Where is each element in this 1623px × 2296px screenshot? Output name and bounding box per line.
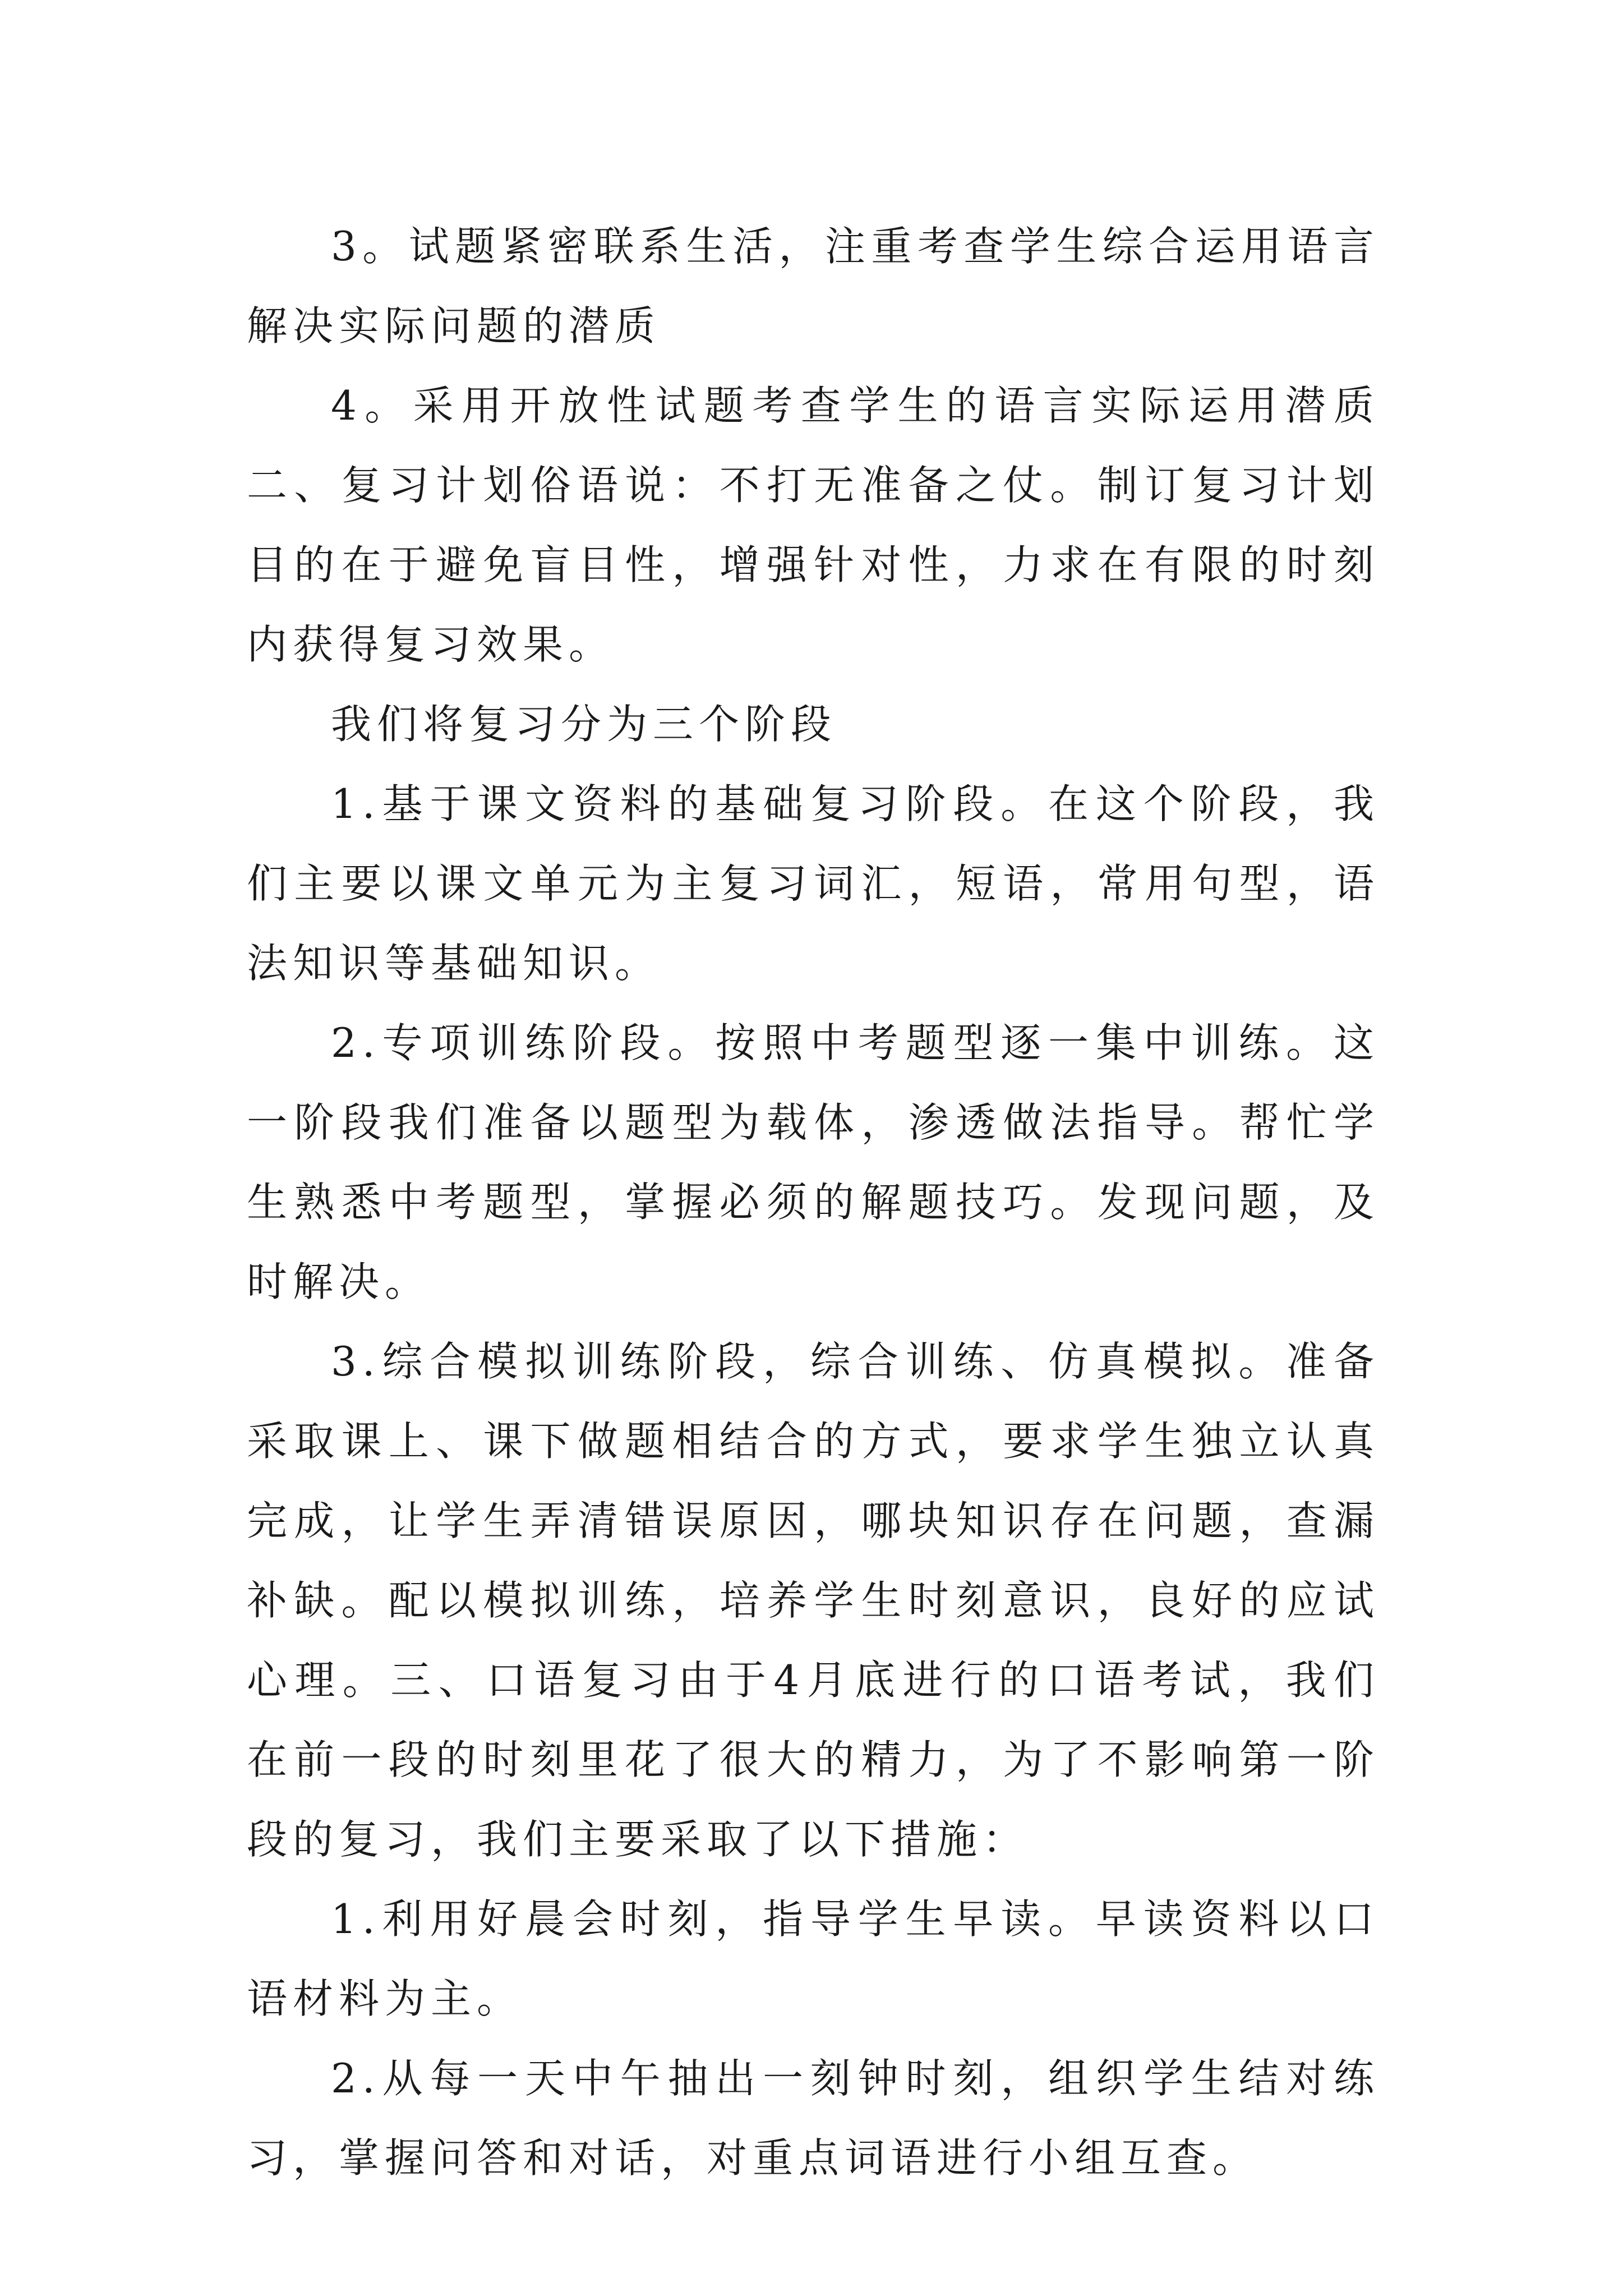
paragraph-three-stages: 我们将复习分为三个阶段 [331, 701, 837, 748]
paragraph-stage-three: 3.综合模拟训练阶段，综合训练、仿真模拟。准备采取课上、课下做题相结合的方式，要求学生独立认真完成，让学生弄清错误原因，哪块知识存在问题，查漏补缺。配以模拟训练，培养学生时刻意识，良好的应试心理。三、口语复习由于4月底进行的口语考试，我们在前一段的时刻里花了很大的精力，为了不影响第一阶段的复习，我们主要采取了以下措施： [247, 1338, 1380, 1863]
paragraph-stage-two: 2.专项训练阶段。按照中考题型逐一集中训练。这一阶段我们准备以题型为载体，渗透做法指导。帮忙学生熟悉中考题型，掌握必须的解题技巧。发现问题，及时解决。 [247, 1019, 1380, 1305]
paragraph-stage-one: 1.基于课文资料的基础复习阶段。在这个阶段，我们主要以课文单元为主复习词汇，短语，常用句型，语法知识等基础知识。 [247, 780, 1380, 987]
paragraph-exam-life: 3。试题紧密联系生活，注重考查学生综合运用语言解决实际问题的潜质 [247, 223, 1380, 349]
paragraph-measure-two: 2.从每一天中午抽出一刻钟时刻，组织学生结对练习，掌握问答和对话，对重点词语进行小组互查。 [247, 2055, 1380, 2182]
document-body [247, 206, 1380, 2198]
paragraph-open-questions-plan: 4。采用开放性试题考查学生的语言实际运用潜质二、复习计划俗语说：不打无准备之仗。制订复习计划目的在于避免盲目性，增强针对性，力求在有限的时刻内获得复习效果。 [247, 382, 1380, 668]
paragraph-measure-one: 1.利用好晨会时刻，指导学生早读。早读资料以口语材料为主。 [247, 1895, 1380, 2022]
